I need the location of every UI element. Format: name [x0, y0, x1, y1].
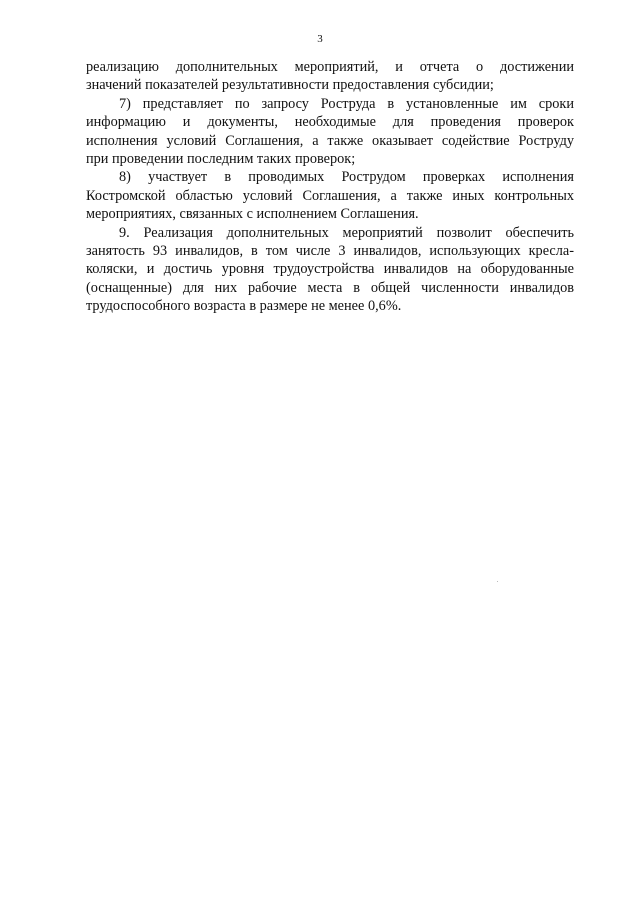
scan-speck	[497, 581, 498, 582]
text-line: коляски, и достичь уровня трудоустройства инвалидов на оборудованные	[86, 261, 574, 278]
text-line: 8) участвует в проводимых Рострудом проверках исполнения	[119, 169, 574, 186]
text-line: значений показателей результативности предоставления субсидии;	[86, 77, 494, 94]
text-line: Костромской областью условий Соглашения, а также иных контрольных	[86, 187, 574, 204]
text-line: (оснащенные) для них рабочие места в общей численности инвалидов	[86, 279, 574, 296]
paragraph-section-9	[86, 224, 574, 316]
document-body	[86, 58, 574, 316]
text-line: трудоспособного возраста в размере не менее 0,6%.	[86, 298, 402, 315]
page-number: 3	[317, 33, 323, 45]
paragraph-continuation	[86, 58, 574, 95]
text-line: исполнения условий Соглашения, а также оказывает содействие Роструду	[86, 132, 574, 149]
text-line: мероприятиях, связанных с исполнением Соглашения.	[86, 206, 419, 223]
paragraph-item-7	[86, 95, 574, 169]
text-line: 7) представляет по запросу Роструда в установленные им сроки	[119, 95, 574, 112]
text-line: 9. Реализация дополнительных мероприятий позволит обеспечить	[119, 224, 574, 241]
text-line: информацию и документы, необходимые для проведения проверок	[86, 114, 574, 131]
text-line: занятость 93 инвалидов, в том числе 3 инвалидов, использующих кресла-	[86, 243, 574, 260]
text-line: при проведении последним таких проверок;	[86, 151, 356, 168]
paragraph-item-8	[86, 168, 574, 223]
text-line: реализацию дополнительных мероприятий, и отчета о достижении	[86, 59, 574, 75]
